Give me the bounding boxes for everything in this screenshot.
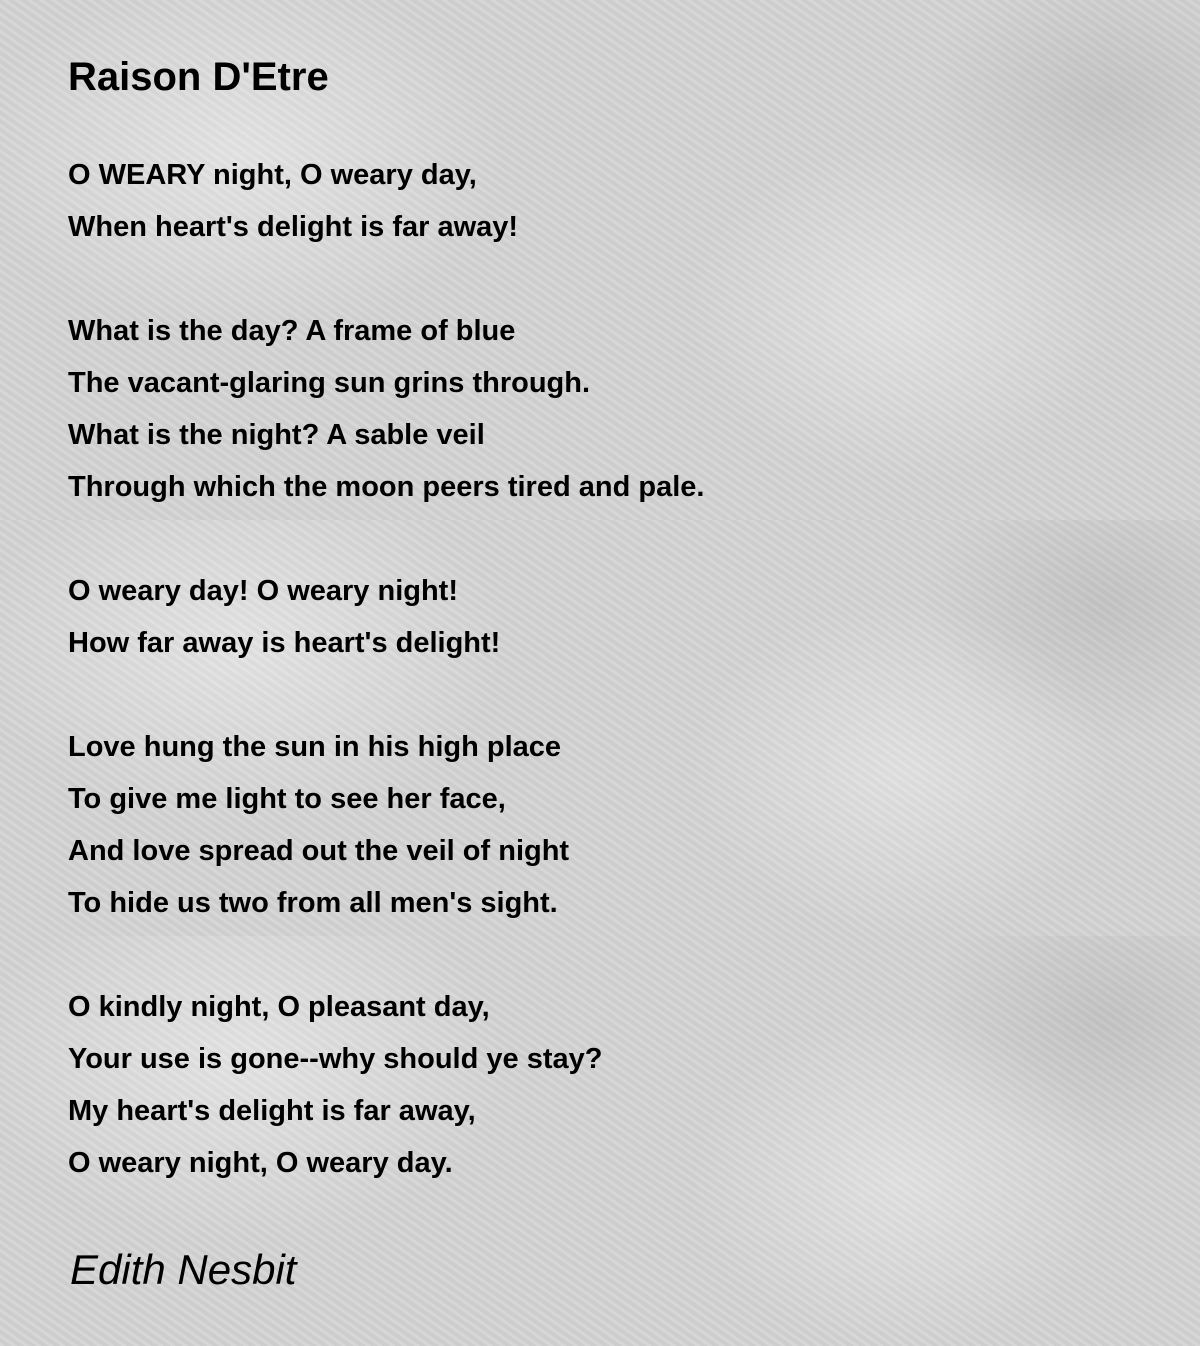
stanza: [68, 305, 704, 513]
poem-line: Through which the moon peers tired and pale.: [68, 471, 705, 503]
stanza: [68, 149, 704, 253]
poem-line: When heart's delight is far away!: [68, 211, 519, 243]
poem-line: To give me light to see her face,: [68, 783, 506, 815]
poem-line: How far away is heart's delight!: [68, 627, 501, 659]
poem-line: O weary night, O weary day.: [68, 1147, 453, 1179]
poem-title: Raison D'Etre: [68, 55, 329, 99]
poem-line: What is the night? A sable veil: [68, 419, 485, 451]
poem-line: O WEARY night, O weary day,: [68, 159, 477, 191]
poem-author: Edith Nesbit: [70, 1246, 297, 1293]
stanza: [68, 721, 704, 929]
poem-line: My heart's delight is far away,: [68, 1095, 476, 1127]
poem-line: What is the day? A frame of blue: [68, 315, 516, 347]
poem-line: Your use is gone--why should ye stay?: [68, 1043, 603, 1075]
stanza: [68, 565, 704, 669]
stanza: [68, 981, 704, 1189]
poem-line: To hide us two from all men's sight.: [68, 887, 558, 919]
poem-line: O kindly night, O pleasant day,: [68, 991, 490, 1023]
poem-line: And love spread out the veil of night: [68, 835, 570, 867]
poem-body: [68, 149, 704, 1241]
poem-line: O weary day! O weary night!: [68, 575, 458, 607]
poem-line: The vacant-glaring sun grins through.: [68, 367, 591, 399]
poem-line: Love hung the sun in his high place: [68, 731, 562, 763]
